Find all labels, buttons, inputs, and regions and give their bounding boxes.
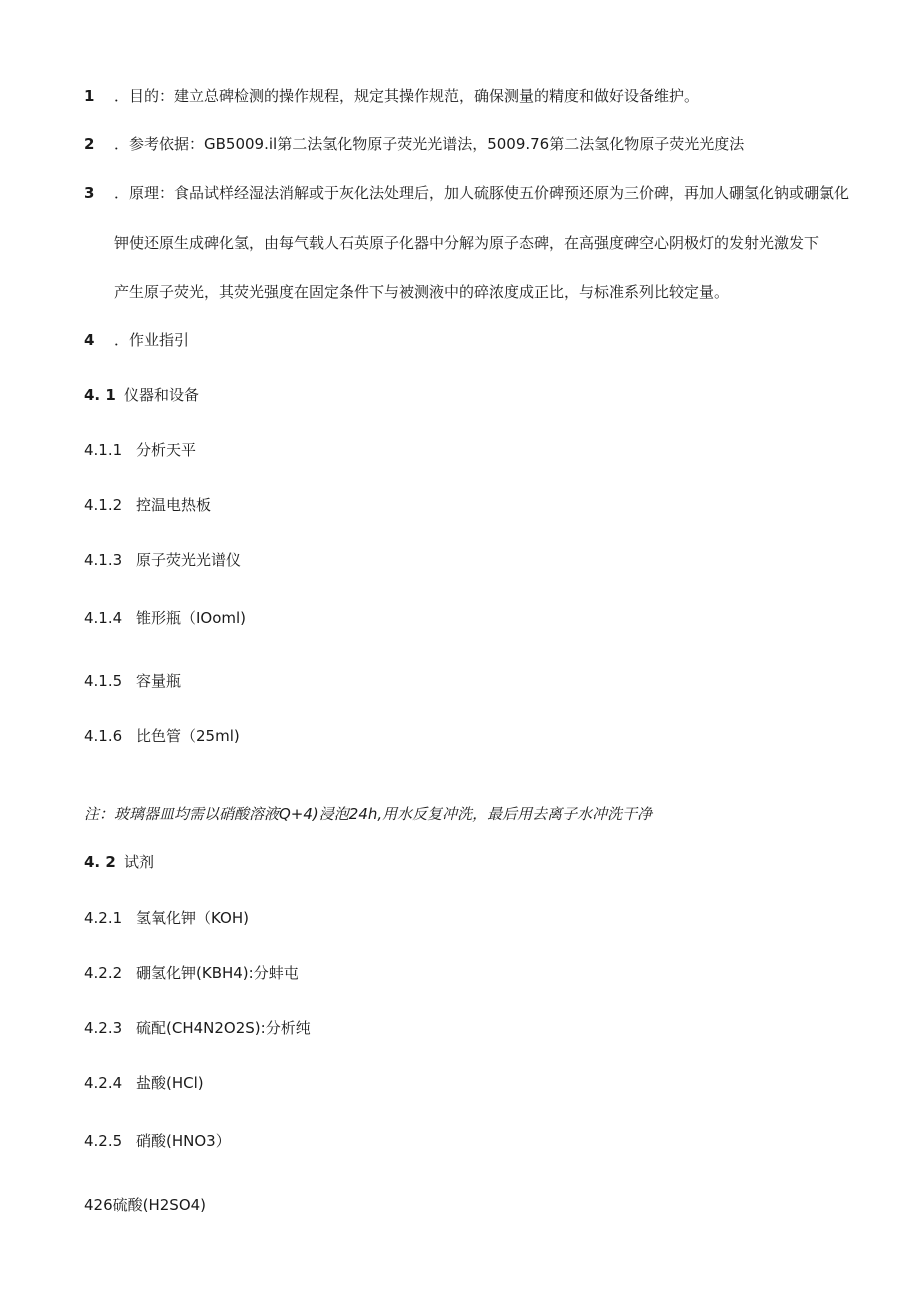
item-number: 4.2.5 — [84, 1132, 123, 1150]
subsection-title: 仪器和设备 — [124, 386, 200, 404]
item-text: 比色管（25ml) — [136, 727, 240, 745]
section-number: 1 — [84, 87, 95, 105]
section-number: 4 — [84, 331, 95, 349]
item-number: 4.2.1 — [84, 909, 123, 927]
item-text: 分析天平 — [136, 441, 197, 459]
list-item — [84, 1018, 311, 1038]
item-text: 硝酸(HNO3） — [136, 1132, 231, 1150]
item-text: 硫配(CH4N2O2S):分析纯 — [136, 1019, 311, 1037]
subsection-number: 4. 2 — [84, 853, 116, 871]
item-text: 原子荧光光谱仪 — [136, 551, 242, 569]
item-number: 4.1.5 — [84, 672, 123, 690]
list-item — [84, 908, 249, 928]
list-item — [84, 963, 299, 983]
item-text: 硼氢化钾(KBH4):分蚌屯 — [136, 964, 299, 982]
subsection-reagents — [84, 852, 154, 872]
item-number: 4.1.1 — [84, 441, 123, 459]
list-item — [84, 1131, 231, 1151]
subsection-title: 试剂 — [124, 853, 155, 871]
list-item — [84, 550, 241, 570]
list-item — [84, 608, 246, 628]
section-text: ．原理：食品试样经湿法消解或于灰化法处理后，加人硫豚使五价碑预还原为三价碑，再加人硼氢化钠或硼氯化 — [114, 184, 850, 202]
list-item — [84, 1073, 204, 1093]
section-1 — [84, 86, 699, 106]
glassware-note: 注：玻璃器皿均需以硝酸溶液Q+4)浸泡24h,用水反复冲洗，最后用去离子水冲洗干净 — [84, 805, 653, 823]
principle-continuation-line: 钾使还原生成碑化氢，由每气载人石英原子化器中分解为原子态碑，在高强度碑空心阴极灯的发射光激发下 — [114, 234, 820, 252]
item-number: 4.1.2 — [84, 496, 123, 514]
item-text: 锥形瓶（IOoml) — [136, 609, 247, 627]
item-number: 4.2.3 — [84, 1019, 123, 1037]
section-text: ．目的：建立总碑检测的操作规程，规定其操作规范，确保测量的精度和做好设备维护。 — [114, 87, 700, 105]
principle-continuation-line: 产生原子荧光，其荧光强度在固定条件下与被测液中的碎浓度成正比，与标准系列比较定量。 — [114, 283, 730, 301]
item-number: 4.2.2 — [84, 964, 123, 982]
item-text: 控温电热板 — [136, 496, 212, 514]
section-4 — [84, 330, 189, 350]
item-number: 4.1.3 — [84, 551, 123, 569]
section-number: 3 — [84, 184, 95, 202]
section-number: 2 — [84, 135, 95, 153]
list-item — [84, 671, 181, 691]
item-text: 容量瓶 — [136, 672, 182, 690]
section-text: ．作业指引 — [114, 331, 190, 349]
list-item — [84, 726, 240, 746]
list-item: 426硫酸(H2SO4) — [84, 1196, 207, 1214]
item-number: 4.1.6 — [84, 727, 123, 745]
section-text: ．参考依据：GB5009.il第二法氢化物原子荧光光谱法，5009.76第二法氢化物原子荧光光度法 — [114, 135, 745, 153]
item-number: 4.1.4 — [84, 609, 123, 627]
list-item — [84, 495, 211, 515]
item-number: 4.2.4 — [84, 1074, 123, 1092]
item-text: 盐酸(HCl) — [136, 1074, 204, 1092]
list-item — [84, 440, 196, 460]
item-text: 氢氧化钾（KOH) — [136, 909, 249, 927]
section-2 — [84, 134, 744, 154]
subsection-number: 4. 1 — [84, 386, 116, 404]
subsection-instruments — [84, 385, 199, 405]
section-3 — [84, 183, 849, 203]
